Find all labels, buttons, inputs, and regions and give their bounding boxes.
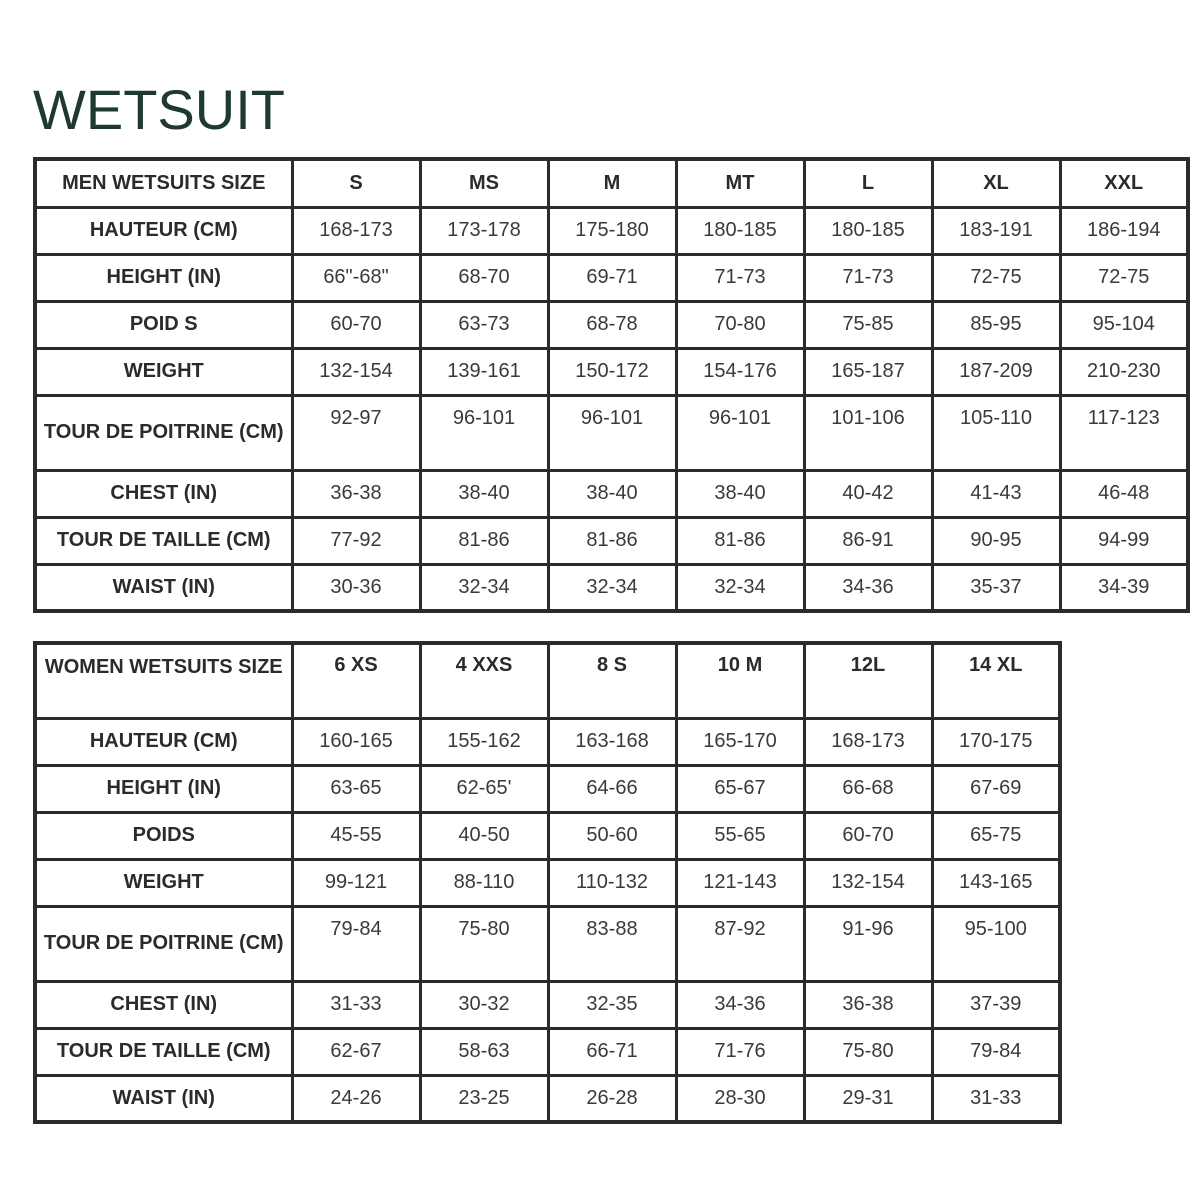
- value-cell: 40-42: [804, 470, 932, 517]
- value-cell: 34-39: [1060, 564, 1188, 611]
- size-header-cell: M: [548, 159, 676, 207]
- men-size-table: [33, 157, 1190, 613]
- row-label: WAIST (IN): [35, 564, 292, 611]
- table-row: [35, 517, 1188, 564]
- value-cell: 26-28: [548, 1075, 676, 1122]
- value-cell: 94-99: [1060, 517, 1188, 564]
- value-cell: 55-65: [676, 812, 804, 859]
- row-label: TOUR DE TAILLE (CM): [35, 1028, 292, 1075]
- table-row: [35, 812, 1060, 859]
- value-cell: 81-86: [676, 517, 804, 564]
- value-cell: 69-71: [548, 254, 676, 301]
- value-cell: 168-173: [804, 718, 932, 765]
- value-cell: 32-34: [548, 564, 676, 611]
- value-cell: 72-75: [1060, 254, 1188, 301]
- value-cell: 121-143: [676, 859, 804, 906]
- table-row: [35, 301, 1188, 348]
- value-cell: 34-36: [804, 564, 932, 611]
- value-cell: 155-162: [420, 718, 548, 765]
- size-header-cell: 10 M: [676, 643, 804, 718]
- value-cell: 110-132: [548, 859, 676, 906]
- value-cell: 75-80: [420, 906, 548, 981]
- size-header-cell: L: [804, 159, 932, 207]
- size-header-cell: XL: [932, 159, 1060, 207]
- table-row: [35, 395, 1188, 470]
- value-cell: 170-175: [932, 718, 1060, 765]
- value-cell: 70-80: [676, 301, 804, 348]
- row-label: WEIGHT: [35, 348, 292, 395]
- value-cell: 66-68: [804, 765, 932, 812]
- value-cell: 38-40: [420, 470, 548, 517]
- value-cell: 40-50: [420, 812, 548, 859]
- row-label: WEIGHT: [35, 859, 292, 906]
- value-cell: 63-65: [292, 765, 420, 812]
- value-cell: 66-71: [548, 1028, 676, 1075]
- value-cell: 64-66: [548, 765, 676, 812]
- value-cell: 165-170: [676, 718, 804, 765]
- value-cell: 31-33: [932, 1075, 1060, 1122]
- value-cell: 99-121: [292, 859, 420, 906]
- value-cell: 75-85: [804, 301, 932, 348]
- value-cell: 60-70: [804, 812, 932, 859]
- table-row: [35, 981, 1060, 1028]
- value-cell: 32-34: [676, 564, 804, 611]
- value-cell: 65-75: [932, 812, 1060, 859]
- table-row: [35, 765, 1060, 812]
- table-row: [35, 564, 1188, 611]
- value-cell: 95-100: [932, 906, 1060, 981]
- value-cell: 38-40: [676, 470, 804, 517]
- value-cell: 79-84: [292, 906, 420, 981]
- value-cell: 210-230: [1060, 348, 1188, 395]
- row-label: HEIGHT (IN): [35, 254, 292, 301]
- size-header-cell: 6 XS: [292, 643, 420, 718]
- value-cell: 45-55: [292, 812, 420, 859]
- value-cell: 183-191: [932, 207, 1060, 254]
- value-cell: 132-154: [292, 348, 420, 395]
- size-header-cell: XXL: [1060, 159, 1188, 207]
- row-label: POIDS: [35, 812, 292, 859]
- row-label: HAUTEUR (CM): [35, 207, 292, 254]
- value-cell: 154-176: [676, 348, 804, 395]
- value-cell: 37-39: [932, 981, 1060, 1028]
- value-cell: 58-63: [420, 1028, 548, 1075]
- value-cell: 96-101: [548, 395, 676, 470]
- value-cell: 143-165: [932, 859, 1060, 906]
- value-cell: 35-37: [932, 564, 1060, 611]
- value-cell: 81-86: [420, 517, 548, 564]
- value-cell: 168-173: [292, 207, 420, 254]
- value-cell: 24-26: [292, 1075, 420, 1122]
- value-cell: 30-36: [292, 564, 420, 611]
- value-cell: 65-67: [676, 765, 804, 812]
- value-cell: 86-91: [804, 517, 932, 564]
- value-cell: 71-76: [676, 1028, 804, 1075]
- value-cell: 36-38: [292, 470, 420, 517]
- table-row: [35, 207, 1188, 254]
- page-title: WETSUIT: [33, 78, 285, 141]
- value-cell: 41-43: [932, 470, 1060, 517]
- value-cell: 139-161: [420, 348, 548, 395]
- value-cell: 23-25: [420, 1075, 548, 1122]
- row-label: TOUR DE POITRINE (CM): [35, 906, 292, 981]
- size-header-cell: MS: [420, 159, 548, 207]
- table-row: [35, 718, 1060, 765]
- value-cell: 72-75: [932, 254, 1060, 301]
- row-label: CHEST (IN): [35, 470, 292, 517]
- value-cell: 87-92: [676, 906, 804, 981]
- value-cell: 29-31: [804, 1075, 932, 1122]
- table-row: [35, 470, 1188, 517]
- value-cell: 90-95: [932, 517, 1060, 564]
- value-cell: 92-97: [292, 395, 420, 470]
- value-cell: 105-110: [932, 395, 1060, 470]
- row-label: WAIST (IN): [35, 1075, 292, 1122]
- value-cell: 173-178: [420, 207, 548, 254]
- value-cell: 81-86: [548, 517, 676, 564]
- table-row: [35, 1075, 1060, 1122]
- value-cell: 63-73: [420, 301, 548, 348]
- table-header-row: [35, 159, 1188, 207]
- size-header-cell: S: [292, 159, 420, 207]
- value-cell: 79-84: [932, 1028, 1060, 1075]
- value-cell: 36-38: [804, 981, 932, 1028]
- row-label: CHEST (IN): [35, 981, 292, 1028]
- value-cell: 62-67: [292, 1028, 420, 1075]
- value-cell: 71-73: [676, 254, 804, 301]
- value-cell: 83-88: [548, 906, 676, 981]
- row-label: TOUR DE TAILLE (CM): [35, 517, 292, 564]
- value-cell: 95-104: [1060, 301, 1188, 348]
- men-size-header-label: MEN WETSUITS SIZE: [35, 159, 292, 207]
- value-cell: 68-78: [548, 301, 676, 348]
- value-cell: 30-32: [420, 981, 548, 1028]
- value-cell: 180-185: [676, 207, 804, 254]
- value-cell: 88-110: [420, 859, 548, 906]
- value-cell: 31-33: [292, 981, 420, 1028]
- value-cell: 175-180: [548, 207, 676, 254]
- value-cell: 46-48: [1060, 470, 1188, 517]
- size-header-cell: MT: [676, 159, 804, 207]
- value-cell: 150-172: [548, 348, 676, 395]
- table-row: [35, 254, 1188, 301]
- row-label: POID S: [35, 301, 292, 348]
- value-cell: 67-69: [932, 765, 1060, 812]
- row-label: HEIGHT (IN): [35, 765, 292, 812]
- table-row: [35, 859, 1060, 906]
- value-cell: 91-96: [804, 906, 932, 981]
- size-header-cell: 14 XL: [932, 643, 1060, 718]
- value-cell: 68-70: [420, 254, 548, 301]
- value-cell: 60-70: [292, 301, 420, 348]
- value-cell: 186-194: [1060, 207, 1188, 254]
- value-cell: 96-101: [420, 395, 548, 470]
- value-cell: 38-40: [548, 470, 676, 517]
- value-cell: 117-123: [1060, 395, 1188, 470]
- value-cell: 165-187: [804, 348, 932, 395]
- table-header-row: [35, 643, 1060, 718]
- value-cell: 71-73: [804, 254, 932, 301]
- value-cell: 50-60: [548, 812, 676, 859]
- value-cell: 34-36: [676, 981, 804, 1028]
- value-cell: 85-95: [932, 301, 1060, 348]
- value-cell: 77-92: [292, 517, 420, 564]
- value-cell: 96-101: [676, 395, 804, 470]
- value-cell: 160-165: [292, 718, 420, 765]
- value-cell: 187-209: [932, 348, 1060, 395]
- value-cell: 32-34: [420, 564, 548, 611]
- women-size-table: [33, 641, 1062, 1124]
- table-row: [35, 348, 1188, 395]
- size-header-cell: 4 XXS: [420, 643, 548, 718]
- value-cell: 163-168: [548, 718, 676, 765]
- table-row: [35, 1028, 1060, 1075]
- value-cell: 62-65': [420, 765, 548, 812]
- value-cell: 75-80: [804, 1028, 932, 1075]
- value-cell: 180-185: [804, 207, 932, 254]
- table-row: [35, 906, 1060, 981]
- size-header-cell: 8 S: [548, 643, 676, 718]
- row-label: TOUR DE POITRINE (CM): [35, 395, 292, 470]
- women-size-header-label: WOMEN WETSUITS SIZE: [35, 643, 292, 718]
- value-cell: 32-35: [548, 981, 676, 1028]
- value-cell: 28-30: [676, 1075, 804, 1122]
- size-header-cell: 12L: [804, 643, 932, 718]
- value-cell: 132-154: [804, 859, 932, 906]
- row-label: HAUTEUR (CM): [35, 718, 292, 765]
- value-cell: 101-106: [804, 395, 932, 470]
- value-cell: 66"-68": [292, 254, 420, 301]
